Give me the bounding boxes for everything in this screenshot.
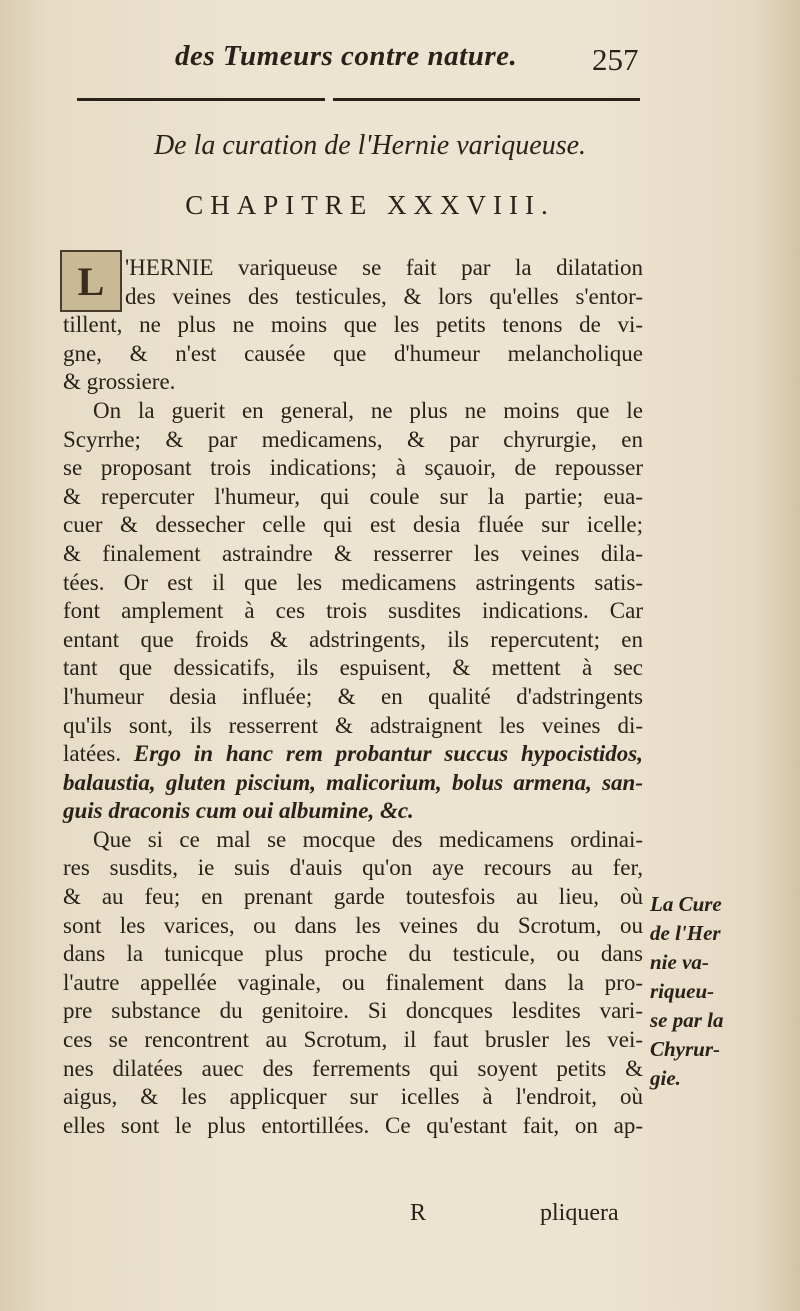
signature-mark: R [410, 1200, 427, 1226]
body-line: tant que dessicatifs, ils espuisent, & mettent à sec [63, 655, 643, 681]
body-line: l'autre appellée vaginale, ou finalement dans la pro- [63, 969, 643, 995]
body-line: Scyrrhe; & par medicamens, & par chyrurgie, en [63, 426, 643, 452]
margin-note-line: de l'Her [650, 921, 721, 945]
body-line: des veines des testicules, & lors qu'elles s'entor- [125, 283, 643, 309]
latin-line: balaustia, gluten piscium, malicorium, bolus armena, san- [63, 769, 643, 795]
body-line: ces se rencontrent au Scrotum, il faut brusler les vei- [63, 1027, 643, 1053]
body-line: nes dilatées auec des ferrements qui soyent petits & [63, 1055, 643, 1081]
body-line: elles sont le plus entortillées. Ce qu'estant fait, on ap- [63, 1112, 643, 1138]
margin-note-line: La Cure [650, 892, 722, 916]
margin-note-line: nie va- [650, 950, 709, 974]
page-number: 257 [592, 42, 639, 77]
body-line: entant que froids & adstringents, ils repercutent; en [63, 626, 643, 652]
decorated-initial: L [60, 250, 122, 312]
chapter-heading: CHAPITRE XXXVIII. [185, 190, 555, 220]
body-line: l'humeur desia influée; & en qualité d'adstringents [63, 683, 643, 709]
body-line: cuer & dessecher celle qui est desia fluée sur icelle; [63, 512, 643, 538]
body-line: aigus, & les applicquer sur icelles à l'endroit, où [63, 1084, 643, 1110]
margin-note-line: Chyrur- [650, 1037, 721, 1061]
body-text [63, 254, 643, 1140]
body-line [63, 740, 643, 769]
body-line: & repercuter l'humeur, qui coule sur la partie; eua- [63, 483, 643, 509]
latin-inline: Ergo in hanc rem probantur succus hypocistidos, [133, 741, 644, 767]
body-line: dans la tunicque plus proche du testicule, ou dans [63, 941, 643, 967]
running-head [0, 40, 800, 84]
margin-note-line: riqueu- [650, 979, 715, 1003]
body-line: tées. Or est il que les medicamens astringents satis- [63, 569, 643, 595]
body-line: qu'ils sont, ils resserrent & adstraignent les veines di- [63, 712, 643, 738]
margin-note-line: se par la [650, 1008, 724, 1032]
catchword: pliquera [540, 1200, 619, 1226]
body-line: 'HERNIE variqueuse se fait par la dilatation [125, 255, 643, 280]
header-rule-left [77, 98, 325, 101]
section-title: De la curation de l'Hernie variqueuse. [153, 130, 587, 161]
body-line: se proposant trois indications; à sçauoir, de repousser [63, 455, 643, 481]
body-line: & au feu; en prenant garde toutesfois au lieu, où [63, 884, 643, 910]
page-footer [0, 1200, 800, 1236]
body-line: res susdits, ie suis d'auis qu'on aye recours au fer, [63, 855, 643, 881]
body-line: & grossiere. [63, 369, 176, 395]
body-line: font amplement à ces trois susdites indications. Car [63, 598, 643, 624]
body-line: On la guerit en general, ne plus ne moins que le [93, 397, 643, 423]
latin-line: guis draconis cum oui albumine, &c. [63, 798, 414, 824]
body-line: gne, & n'est causée que d'humeur melancholique [63, 340, 643, 366]
running-title: des Tumeurs contre nature. [175, 40, 518, 72]
body-line: Que si ce mal se mocque des medicamens ordinai- [93, 826, 643, 852]
margin-note [650, 890, 760, 1093]
body-line: tillent, ne plus ne moins que les petits tenons de vi- [63, 312, 643, 338]
margin-note-line: gie. [650, 1066, 681, 1090]
body-line: sont les varices, ou dans les veines du Scrotum, ou [63, 912, 643, 938]
body-line-part: latées. [63, 741, 122, 767]
body-line: & finalement astraindre & resserrer les veines dila- [63, 540, 643, 566]
header-rule-right [333, 98, 640, 101]
body-line: pre substance du genitoire. Si doncques lesdites vari- [63, 998, 643, 1024]
